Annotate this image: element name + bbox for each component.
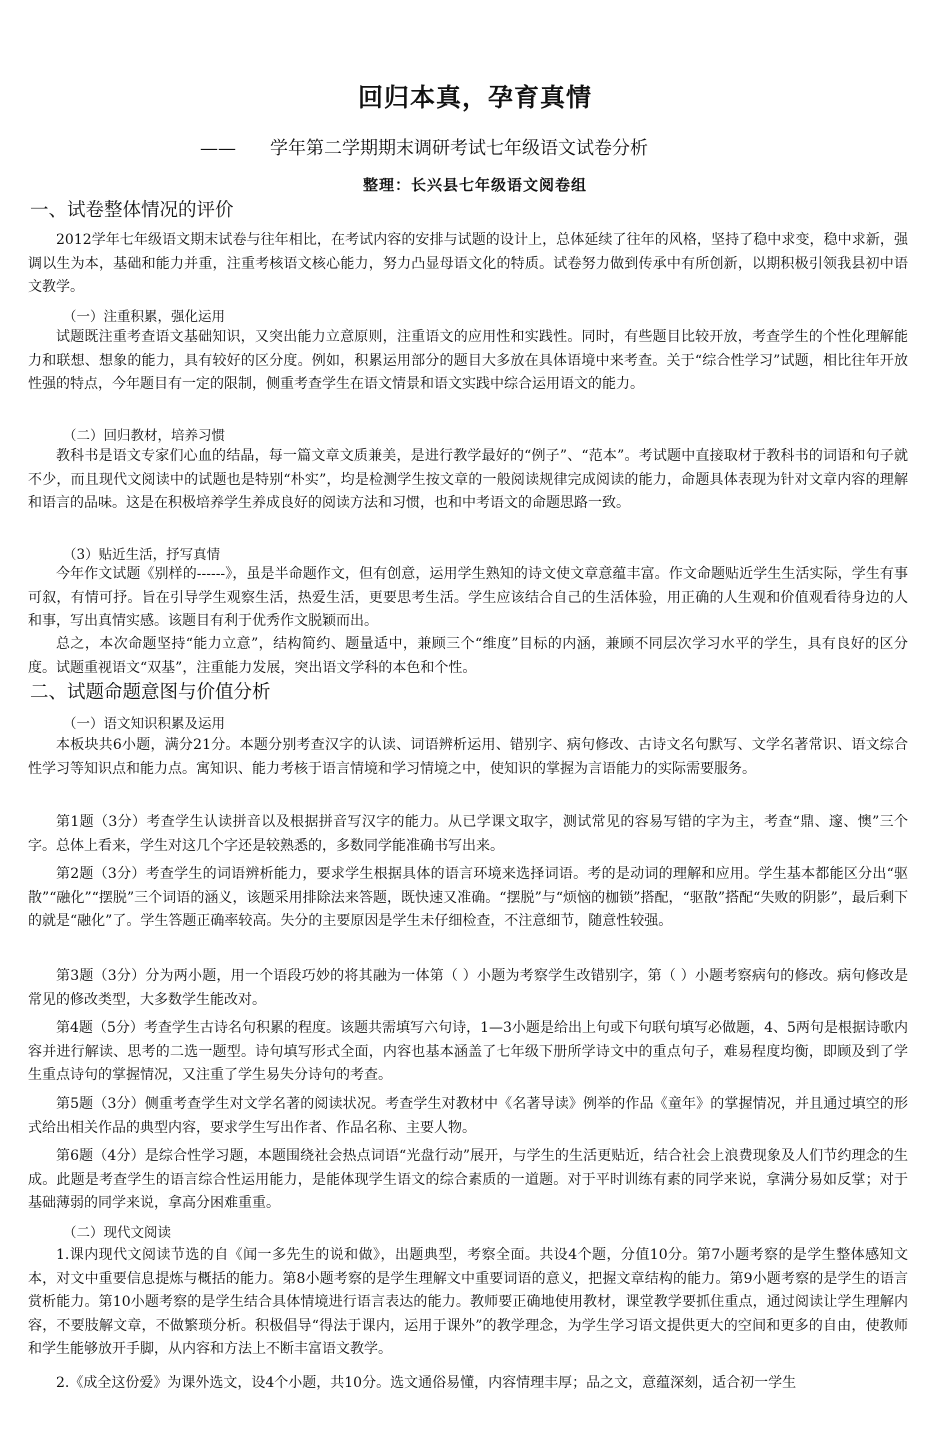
question-6-analysis: 第6题（4分）是综合性学习题，本题围绕社会热点词语“光盘行动”展开，与学生的生活更贴近，结合社会上浪费现象及人们节约理念的生成。此题是考查学生的语言综合性运用能力，是能体现学生语文的综合素质的一道题。对于平时训练有素的同学来说，拿满分易如反掌；对于基础薄弱的同学来说，拿高分困难重重。: [28, 1148, 908, 1211]
section1-summary: 总之，本次命题坚持“能力立意”，结构简约、题量适中，兼顾三个“维度”目标的内涵，兼顾不同层次学习水平的学生，具有良好的区分度。试题重视语文“双基”，注重能力发展，突出语文学科的本色和个性。: [28, 636, 908, 676]
document-subtitle: [200, 134, 800, 160]
section2-sub1-heading: （一）语文知识积累及运用: [63, 716, 225, 732]
question-1-analysis: 第1题（3分）考查学生认读拼音以及根据拼音写汉字的能力。从已学课文取字，测试常见的容易写错的字为主，考查“鼎、邃、懊”三个字。总体上看来，学生对这几个字还是较熟悉的，多数同学能准确书写出来。: [28, 814, 908, 854]
section1-sub1-heading: （一）注重积累，强化运用: [63, 309, 225, 325]
section2-heading: 二、试题命题意图与价值分析: [30, 682, 271, 703]
organizer-line: 整理：长兴县七年级语文阅卷组: [362, 176, 587, 194]
document-title: 回归本真，孕育真情: [357, 83, 592, 112]
section1-sub3-text: 今年作文试题《别样的------》，虽是半命题作文，但有创意，运用学生熟知的诗文使文章意蕴丰富。作文命题贴近学生生活实际，学生有事可叙，有情可抒。旨在引导学生观察生活，热爱生活，更要思考生活。学生应该结合自己的生活体验，用正确的人生观和价值观看待身边的人和事，写出真情实感。该题目有利于优秀作文脱颖而出。: [28, 566, 908, 629]
section2-sub2-heading: （二）现代文阅读: [63, 1225, 171, 1241]
section1-intro: 2012学年七年级语文期末试卷与往年相比，在考试内容的安排与试题的设计上，总体延续了往年的风格，坚持了稳中求变，稳中求新，强调以生为本，基础和能力并重，注重考核语文核心能力，努力凸显母语文化的特质。试卷努力做到传承中有所创新，以期积极引领我县初中语文教学。: [28, 232, 908, 295]
question-3-analysis: 第3题（3分）分为两小题，用一个语段巧妙的将其融为一体第（ ）小题为考察学生改错别字，第（ ）小题考察病句的修改。病句修改是常见的修改类型，大多数学生能改对。: [28, 968, 908, 1008]
question-5-analysis: 第5题（3分）侧重考查学生对文学名著的阅读状况。考查学生对教材中《名著导读》例举的作品《童年》的掌握情况，并且通过填空的形式给出相关作品的典型内容，要求学生写出作者、作品名称、主要人物。: [28, 1096, 908, 1136]
section2-sub1-intro: 本板块共6小题，满分21分。本题分别考查汉字的认读、词语辨析运用、错别字、病句修改、古诗文名句默写、文学名著常识、语文综合性学习等知识点和能力点。寓知识、能力考核于语言情境和学习情境之中，使知识的掌握为言语能力的实际需要服务。: [28, 737, 908, 777]
question-4-analysis: 第4题（5分）考查学生古诗名句积累的程度。该题共需填写六句诗，1—3小题是给出上句或下句联句填写必做题，4、5两句是根据诗歌内容并进行解读、思考的二选一题型。诗句填写形式全面，内容也基本涵盖了七年级下册所学诗文中的重点句子，难易程度均衡，即顾及到了学生重点诗句的掌握情况，又注重了学生易失分诗句的考查。: [28, 1020, 908, 1083]
subtitle-dash: ——: [200, 138, 236, 159]
reading-2-analysis: 2.《成全这份爱》为课外选文，设4个小题，共10分。选文通俗易懂，内容情理丰厚；品之文，意蕴深刻，适合初一学生: [56, 1375, 797, 1391]
subtitle-text: 学年第二学期期末调研考试七年级语文试卷分析: [270, 138, 648, 159]
reading-1-analysis: 1.课内现代文阅读节选的自《闻一多先生的说和做》，出题典型，考察全面。共设4个题，分值10分。第7小题考察的是学生整体感知文本，对文中重要信息提炼与概括的能力。第8小题考察的是学生理解文中重要词语的意义，把握文章结构的能力。第9小题考察的是学生的语言赏析能力。第10小题考察的是学生结合具体情境进行语言表达的能力。教师要正确地使用教材，课堂教学要抓住重点，通过阅读让学生理解内容，不要肢解文章，不做繁琐分析。积极倡导“得法于课内，运用于课外”的教学理念，为学生学习语文提供更大的空间和更多的自由，使教师和学生能够放开手脚，从内容和方法上不断丰富语文教学。: [28, 1247, 908, 1357]
section1-sub3-heading: （3）贴近生活，抒写真情: [63, 547, 221, 563]
section1-sub2-text: 教科书是语文专家们心血的结晶，每一篇文章文质兼美，是进行教学最好的“例子”、“范本”。考试题中直接取材于教科书的词语和句子就不少，而且现代文阅读中的试题也是特别“朴实”，均是检测学生按文章的一般阅读规律完成阅读的能力，命题具体表现为针对文章内容的理解和语言的品味。这是在积极培养学生养成良好的阅读方法和习惯，也和中考语文的命题思路一致。: [28, 448, 908, 511]
section1-sub1-text: 试题既注重考查语文基础知识，又突出能力立意原则，注重语文的应用性和实践性。同时，有些题目比较开放，考查学生的个性化理解能力和联想、想象的能力，具有较好的区分度。例如，积累运用部分的题目大多放在具体语境中来考查。关于“综合性学习”试题，相比往年开放性强的特点，今年题目有一定的限制，侧重考查学生在语文情景和语文实践中综合运用语文的能力。: [28, 329, 908, 392]
section1-sub2-heading: （二）回归教材，培养习惯: [63, 428, 225, 444]
section1-heading: 一、试卷整体情况的评价: [30, 200, 234, 221]
question-2-analysis: 第2题（3分）考查学生的词语辨析能力，要求学生根据具体的语言环境来选择词语。考的是动词的理解和应用。学生基本都能区分出“驱散”“融化”“摆脱”三个词语的涵义，该题采用排除法来答题，既快速又准确。“摆脱”与“烦恼的枷锁”搭配，“驱散”搭配“失败的阴影”，最后剩下的就是“融化”了。学生答题正确率较高。失分的主要原因是学生未仔细检查，不注意细节，随意性较强。: [28, 866, 908, 929]
